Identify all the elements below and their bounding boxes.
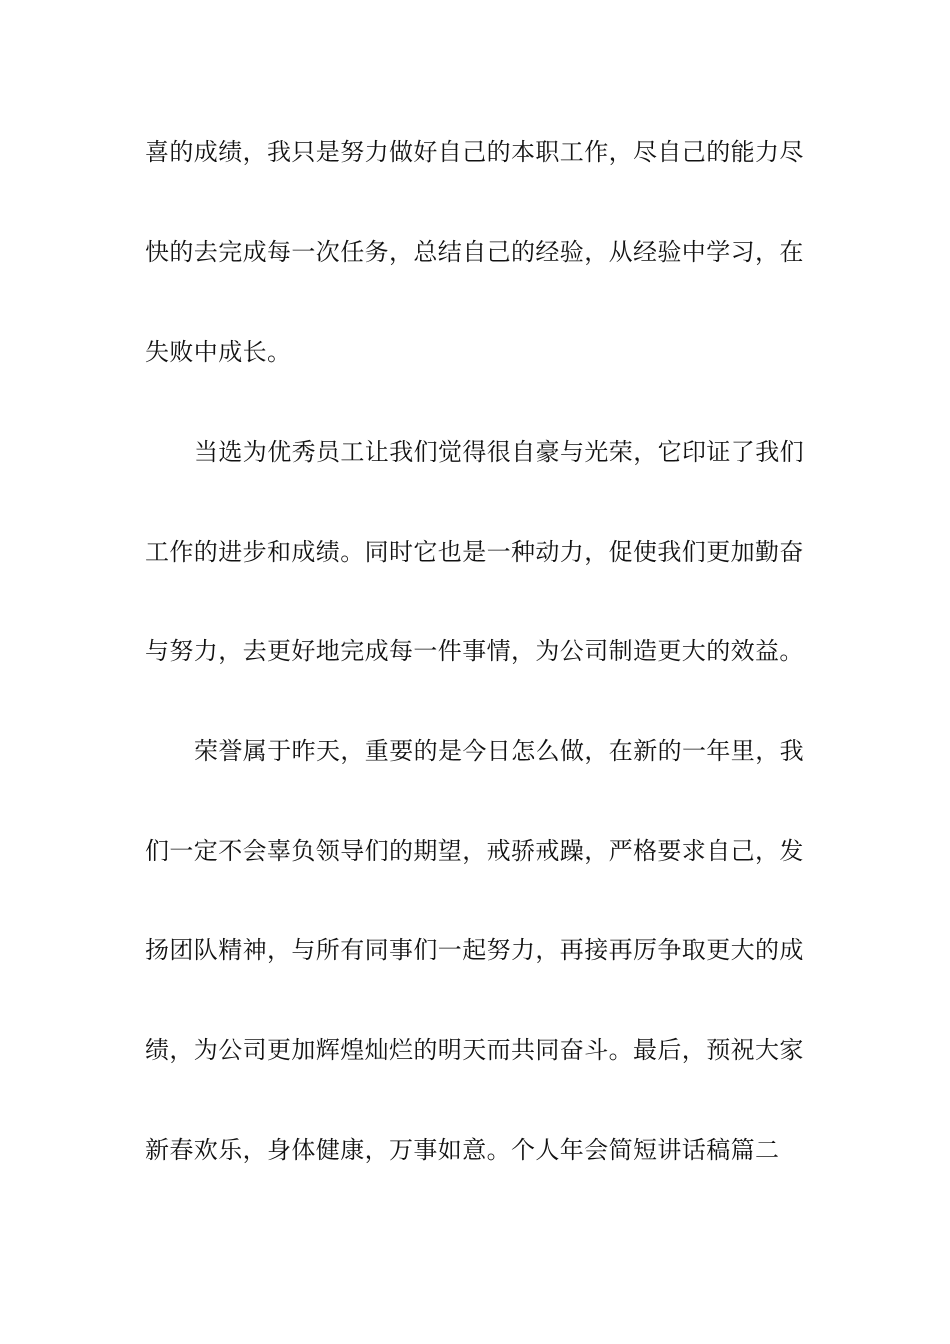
- text-line-8: 们一定不会辜负领导们的期望，戒骄戒躁，严格要求自己，发: [145, 837, 804, 865]
- text-line-5: 工作的进步和成绩。同时它也是一种动力，促使我们更加勤奋: [145, 538, 804, 566]
- text-line-7: 荣誉属于昨天，重要的是今日怎么做，在新的一年里，我: [194, 737, 804, 765]
- text-line-11: 新春欢乐，身体健康，万事如意。个人年会简短讲话稿篇二: [145, 1136, 780, 1164]
- text-line-10: 绩，为公司更加辉煌灿烂的明天而共同奋斗。最后，预祝大家: [145, 1036, 804, 1064]
- text-line-2: 快的去完成每一次任务，总结自己的经验，从经验中学习，在: [145, 238, 804, 266]
- text-line-9: 扬团队精神，与所有同事们一起努力，再接再厉争取更大的成: [145, 936, 804, 964]
- text-line-3: 失败中成长。: [145, 338, 292, 366]
- text-line-1: 喜的成绩，我只是努力做好自己的本职工作，尽自己的能力尽: [145, 138, 804, 166]
- text-line-4: 当选为优秀员工让我们觉得很自豪与光荣，它印证了我们: [194, 438, 804, 466]
- text-line-6: 与努力，去更好地完成每一件事情，为公司制造更大的效益。: [145, 637, 804, 665]
